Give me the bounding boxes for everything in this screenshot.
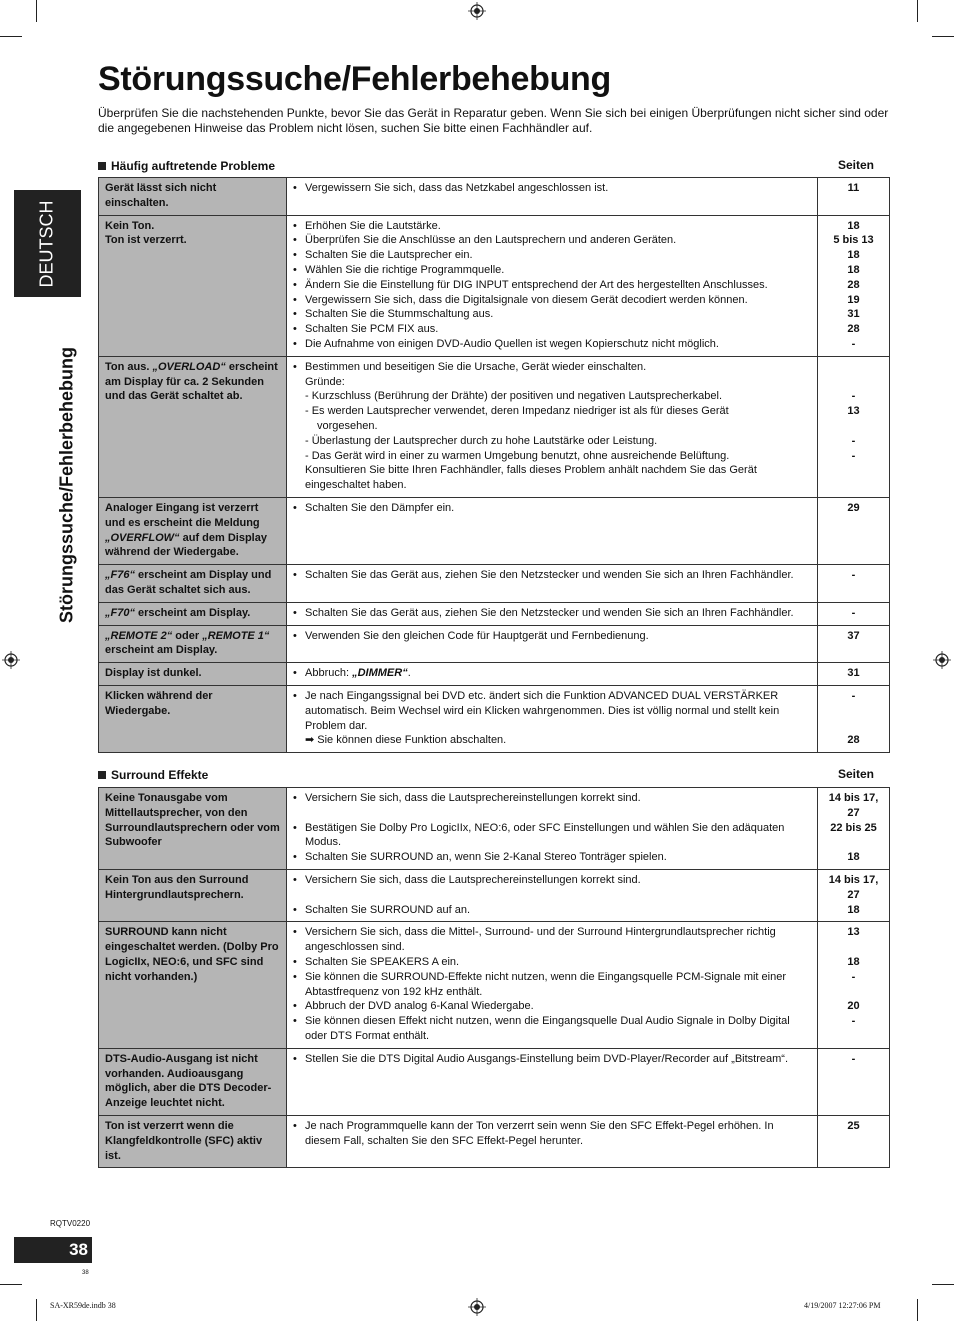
table-row [99, 1115, 890, 1167]
list-item: • Schalten Sie das Gerät aus, ziehen Sie den Netzstecker und wenden Sie sich an Ihren Fachhändler. [293, 569, 794, 582]
bullet-icon: • [293, 629, 297, 642]
bullet-icon: • [293, 667, 297, 680]
problem-cell: DTS-Audio-Ausgang ist nicht vorhanden. Audioausgang möglich, aber die DTS Decoder-Anzeige leuchtet nicht. [99, 1048, 287, 1115]
list-item: • Bestimmen und beseitigen Sie die Ursache, Gerät wieder einschalten. [293, 360, 647, 373]
pages-cell: 14 bis 17, 27 18 [818, 869, 890, 921]
pages-cell: - 13 - - [818, 356, 890, 497]
pages-cell: 18 5 bis 13 18 18 28 19 31 28 - [818, 215, 890, 356]
table-row [99, 356, 890, 497]
list-item: • Versichern Sie sich, dass die Lautsprechereinstellungen korrekt sind. [293, 792, 641, 804]
list-item: • Schalten Sie PCM FIX aus. [293, 323, 439, 336]
pages-cell: - [818, 602, 890, 625]
list-item: • Wählen Sie die richtige Programmquelle. [293, 263, 505, 276]
problem-cell: „F70“ erscheint am Display. [99, 602, 287, 625]
common-problems-table [98, 177, 890, 753]
list-item: • Überprüfen Sie die Anschlüsse an den Lautsprechern und anderen Geräten. [293, 234, 677, 247]
list-item: • Schalten Sie SURROUND an, wenn Sie 2-Kanal Stereo Tonträger spielen. [293, 851, 667, 864]
list-item: • Je nach Programmquelle kann der Ton verzerrt sein wenn Sie den SFC Effekt-Pegel erhöhen. In diesem Fall, schalten Sie den SFC Effekt-Pegel herunter. [293, 1119, 774, 1147]
list-item: • Schalten Sie SPEAKERS A ein. [293, 955, 460, 968]
list-item: • Abbruch: „DIMMER“. [293, 667, 411, 680]
page-number-small: 38 [82, 1270, 89, 1276]
bullet-icon: • [293, 263, 297, 276]
side-title: Störungssuche/Fehlerbehebung [56, 346, 77, 624]
table-row [99, 663, 890, 686]
bullet-icon: • [293, 501, 297, 514]
section-header-surround [98, 768, 890, 784]
list-item: • Schalten Sie SURROUND auf an. [293, 903, 471, 916]
table-row [99, 685, 890, 752]
print-timestamp: 4/19/2007 12:27:06 PM [804, 1301, 881, 1310]
model-code: RQTV0220 [50, 1219, 91, 1228]
bullet-icon: • [293, 1119, 297, 1132]
section-header-common [98, 159, 890, 175]
list-item: • Schalten Sie die Lautsprecher ein. [293, 249, 473, 262]
bullet-icon: • [293, 955, 297, 968]
pages-column-label: Seiten [837, 158, 874, 172]
table-row [99, 497, 890, 564]
problem-cell: Gerät lässt sich nicht einschalten. [99, 178, 287, 216]
registration-mark-icon [468, 1298, 486, 1316]
table-row [99, 922, 890, 1048]
bullet-icon: • [293, 569, 297, 582]
pages-cell: - [818, 1048, 890, 1115]
bullet-icon: • [293, 308, 297, 321]
list-item: • Ändern Sie die Einstellung für DIG INPUT entsprechend der Art des hergestellten Anschlusses. [293, 278, 768, 291]
bullet-icon: • [293, 873, 297, 886]
list-item: • Stellen Sie die DTS Digital Audio Ausgangs-Einstellung beim DVD-Player/Recorder auf „Bitstream“. [293, 1052, 788, 1065]
list-item: • Sie können die SURROUND-Effekte nicht nutzen, wenn die Eingangsquelle PCM-Signale mit einer Abtastfrequenz von 192 kHz enthält. [293, 970, 786, 998]
list-item: • Abbruch der DVD analog 6-Kanal Wiedergabe. [293, 1000, 534, 1013]
problem-cell: Kein Ton aus den Surround Hintergrundlautsprechern. [99, 869, 287, 921]
pages-cell: 14 bis 17, 27 22 bis 25 18 [818, 788, 890, 870]
remedy-cell: • Bestimmen und beseitigen Sie die Ursache, Gerät wieder einschalten. Gründe: - Kurzschluss (Berührung der Drähte) der positiven und negativen Lautsprecherkabel. - Es werden Lautsprecher verwendet, deren Impedanz niedriger ist als für dieses Gerät vorgesehen. - Überlastung der Lautsprecher durch zu hohe Lautstärke oder Leistung. - Das Gerät wird in einer zu warmen Umgebung benutzt, ohne ausreichende Belüftung. Konsultieren Sie bitte Ihren Fachhändler, falls dieses Problem anhält nachdem Sie das Gerät eingeschaltet haben. [287, 356, 818, 497]
problem-cell: „F76“ erscheint am Display und das Gerät schaltet sich aus. [99, 565, 287, 603]
table-row [99, 788, 890, 870]
section-title: Häufig auftretende Probleme [111, 159, 276, 173]
problem-cell: Kein Ton. Ton ist verzerrt. [99, 215, 287, 356]
problem-cell: Klicken während der Wiedergabe. [99, 685, 287, 752]
problem-cell: Ton ist verzerrt wenn die Klangfeldkontrolle (SFC) aktiv ist. [99, 1115, 287, 1167]
pages-cell: - 28 [818, 685, 890, 752]
list-item: • Versichern Sie sich, dass die Lautsprechereinstellungen korrekt sind. [293, 873, 641, 886]
bullet-icon: • [293, 903, 297, 916]
registration-mark-icon [933, 651, 951, 669]
table-row [99, 215, 890, 356]
bullet-icon: • [293, 219, 297, 232]
pages-cell: 13 18 - 20 - [818, 922, 890, 1048]
remedy-cell [287, 1048, 818, 1115]
list-item: • Schalten Sie den Dämpfer ein. [293, 501, 455, 514]
intro-text: Überprüfen Sie die nachstehenden Punkte, bevor Sie das Gerät in Reparatur geben. Wenn Sie sich bei einigen Überprüfungen nicht sicher sind oder die angegebenen Hinweise das Problem nicht lösen, suchen Sie bitte einen Fachhändler auf. [98, 106, 889, 135]
remedy-cell [287, 565, 818, 603]
pages-cell: 11 [818, 178, 890, 216]
pages-cell: 31 [818, 663, 890, 686]
bullet-icon: • [293, 182, 297, 194]
remedy-cell [287, 788, 818, 870]
problem-cell: Ton aus. „OVERLOAD“ erscheint am Display für ca. 2 Sekunden und das Gerät schaltet ab. [99, 356, 287, 497]
pages-column-label: Seiten [837, 767, 874, 781]
pages-cell: 29 [818, 497, 890, 564]
problem-cell: Keine Tonausgabe vom Mittellautsprecher, von den Surroundlautsprechern oder vom Subwoofer [99, 788, 287, 870]
remedy-cell: • Je nach Eingangssignal bei DVD etc. ändert sich die Funktion ADVANCED DUAL VERSTÄRKER automatisch. Beim Wechsel wird ein Klicken wahrgenommen. Dies ist völlig normal und stellt kein Problem dar. ➡ Sie können diese Funktion abschalten. [287, 685, 818, 752]
file-name: SA-XR59de.indb 38 [50, 1301, 116, 1310]
pages-cell: - [818, 565, 890, 603]
crop-mark [0, 36, 22, 37]
pages-cell: 37 [818, 625, 890, 663]
crop-mark [36, 0, 37, 22]
pages-cell: 25 [818, 1115, 890, 1167]
list-item: • Vergewissern Sie sich, dass die Digitalsignale von diesem Gerät decodiert werden können. [293, 293, 748, 306]
list-item: • Bestätigen Sie Dolby Pro LogicIIx, NEO:6, oder SFC Einstellungen und wählen Sie den adäquaten Modus. [293, 821, 785, 849]
bullet-icon: • [293, 323, 297, 336]
remedy-cell [287, 602, 818, 625]
problem-cell: Display ist dunkel. [99, 663, 287, 686]
page-number-box [14, 1237, 92, 1263]
list-item: • Je nach Eingangssignal bei DVD etc. ändert sich die Funktion ADVANCED DUAL VERSTÄRKER automatisch. Beim Wechsel wird ein Klicken wahrgenommen. Dies ist völlig normal und stellt kein Problem dar. [293, 689, 780, 732]
problem-cell: SURROUND kann nicht eingeschaltet werden. (Dolby Pro LogicIIx, NEO:6, und SFC sind nicht vorhanden.) [99, 922, 287, 1048]
list-item: • Die Aufnahme von einigen DVD-Audio Quellen ist wegen Kopierschutz nicht möglich. [293, 337, 719, 350]
page-number: 38 [69, 1240, 88, 1259]
remedy-cell [287, 663, 818, 686]
crop-mark [932, 36, 954, 37]
list-item: • Schalten Sie die Stummschaltung aus. [293, 308, 494, 321]
list-item: • Schalten Sie das Gerät aus, ziehen Sie den Netzstecker und wenden Sie sich an Ihren Fachhändler. [293, 606, 794, 619]
bullet-icon: • [293, 337, 297, 350]
bullet-icon: • [293, 360, 297, 373]
bullet-icon: • [293, 1000, 297, 1013]
registration-mark-icon [2, 651, 20, 669]
remedy-cell [287, 922, 818, 1048]
surround-problems-table [98, 787, 890, 1168]
remedy-cell [287, 178, 818, 216]
table-row [99, 1048, 890, 1115]
bullet-icon: • [293, 278, 297, 291]
bullet-icon: • [293, 1015, 297, 1028]
crop-mark [932, 1284, 954, 1285]
language-label: DEUTSCH [36, 200, 57, 288]
remedy-cell [287, 497, 818, 564]
table-row [99, 869, 890, 921]
list-item: • Erhöhen Sie die Lautstärke. [293, 219, 441, 232]
remedy-cell [287, 215, 818, 356]
bullet-icon: • [293, 821, 297, 834]
bullet-icon: • [293, 689, 297, 702]
page-title: Störungssuche/Fehlerbehebung [98, 60, 611, 98]
list-item: • Versichern Sie sich, dass die Mittel-, Surround- und der Surround Hintergrundlautsprecher richtig angeschlossen sind. [293, 926, 776, 954]
registration-mark-icon [468, 2, 486, 20]
bullet-icon: • [293, 293, 297, 306]
remedy-cell [287, 625, 818, 663]
list-item: • Verwenden Sie den gleichen Code für Hauptgerät und Fernbedienung. [293, 629, 649, 642]
table-row [99, 602, 890, 625]
crop-mark [0, 1284, 22, 1285]
crop-mark [917, 1299, 918, 1321]
square-bullet-icon [98, 162, 106, 170]
bullet-icon: • [293, 926, 297, 939]
list-item: • Sie können diesen Effekt nicht nutzen, wenn die Eingangsquelle Dual Audio Signale in Dolby Digital oder DTS Format enthält. [293, 1015, 790, 1042]
table-row [99, 565, 890, 603]
bullet-icon: • [293, 249, 297, 262]
bullet-icon: • [293, 1052, 297, 1065]
section-title: Surround Effekte [111, 768, 209, 782]
language-tab [14, 190, 81, 297]
bullet-icon: • [293, 792, 297, 804]
bullet-icon: • [293, 851, 297, 864]
list-item: • Vergewissern Sie sich, dass das Netzkabel angeschlossen ist. [293, 182, 609, 194]
crop-mark [36, 1299, 37, 1321]
remedy-cell [287, 1115, 818, 1167]
bullet-icon: • [293, 234, 297, 247]
remedy-cell [287, 869, 818, 921]
table-row [99, 178, 890, 216]
table-row [99, 625, 890, 663]
bullet-icon: • [293, 606, 297, 619]
problem-cell: „REMOTE 2“ oder „REMOTE 1“ erscheint am Display. [99, 625, 287, 663]
problem-cell: Analoger Eingang ist verzerrt und es erscheint die Meldung „OVERFLOW“ auf dem Display während der Wiedergabe. [99, 497, 287, 564]
square-bullet-icon [98, 771, 106, 779]
crop-mark [917, 0, 918, 22]
bullet-icon: • [293, 970, 297, 983]
